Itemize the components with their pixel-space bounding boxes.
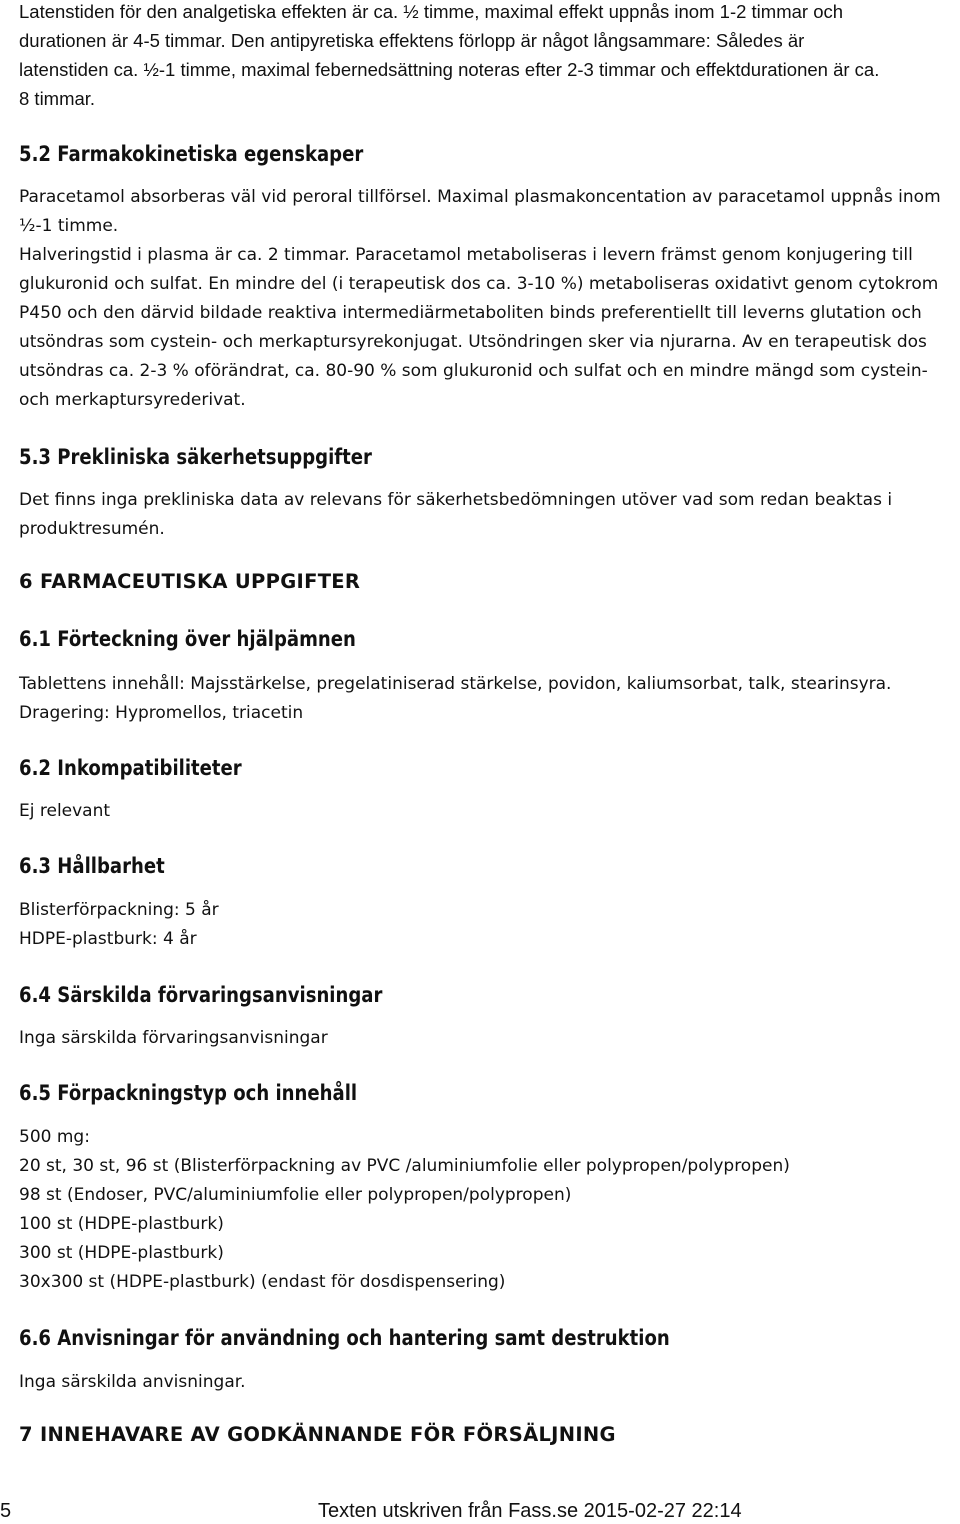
text-line: Latenstiden för den analgetiska effekten är ca. ½ timme, maximal effekt uppnås inom 1-2 timmar och bbox=[19, 1, 844, 22]
section-body-5-3 bbox=[19, 486, 892, 544]
section-heading-6-3: 6.3 Hållbarhet bbox=[19, 854, 165, 878]
text-line: 98 st (Endoser, PVC/aluminiumfolie eller polypropen/polypropen) bbox=[19, 1185, 572, 1205]
intro-paragraph bbox=[19, 0, 879, 113]
chapter-heading-7: 7 INNEHAVARE AV GODKÄNNANDE FÖR FÖRSÄLJNING bbox=[19, 1423, 616, 1446]
footer-print-note: Texten utskriven från Fass.se 2015-02-27 22:14 bbox=[318, 1500, 742, 1522]
text-line: Inga särskilda anvisningar. bbox=[19, 1372, 246, 1392]
text-line: Dragering: Hypromellos, triacetin bbox=[19, 703, 304, 723]
text-line: Blisterförpackning: 5 år bbox=[19, 900, 219, 920]
section-heading-5-3: 5.3 Prekliniska säkerhetsuppgifter bbox=[19, 445, 372, 469]
text-line: Ej relevant bbox=[19, 801, 111, 821]
section-heading-6-2: 6.2 Inkompatibiliteter bbox=[19, 756, 242, 780]
text-line: produktresumén. bbox=[19, 519, 165, 539]
text-line: P450 och den därvid bildade reaktiva intermediärmetaboliten binds preferentiellt till leverns glutation och bbox=[19, 303, 922, 323]
section-body-6-2 bbox=[19, 797, 110, 826]
text-line: 20 st, 30 st, 96 st (Blisterförpackning av PVC /aluminiumfolie eller polypropen/polypropen) bbox=[19, 1156, 790, 1176]
section-heading-6-5: 6.5 Förpackningstyp och innehåll bbox=[19, 1081, 358, 1105]
section-heading-6-4: 6.4 Särskilda förvaringsanvisningar bbox=[19, 983, 383, 1007]
text-line: 500 mg: bbox=[19, 1127, 90, 1147]
text-line: 8 timmar. bbox=[19, 88, 96, 109]
section-body-5-2 bbox=[19, 183, 941, 415]
text-line: HDPE-plastburk: 4 år bbox=[19, 929, 197, 949]
section-body-6-3 bbox=[19, 896, 219, 954]
section-body-6-1 bbox=[19, 670, 891, 728]
text-line: durationen är 4-5 timmar. Den antipyretiska effektens förlopp är något långsammare: Således är bbox=[19, 30, 805, 51]
section-heading-6-6: 6.6 Anvisningar för användning och hantering samt destruktion bbox=[19, 1326, 670, 1350]
section-body-6-5 bbox=[19, 1123, 790, 1297]
text-line: Paracetamol absorberas väl vid peroral tillförsel. Maximal plasmakoncentation av paracetamol uppnås inom bbox=[19, 187, 941, 207]
section-body-6-6 bbox=[19, 1368, 246, 1397]
section-body-6-4 bbox=[19, 1024, 328, 1053]
text-line: latenstiden ca. ½-1 timme, maximal febernedsättning noteras efter 2-3 timmar och effektdurationen är ca. bbox=[19, 59, 880, 80]
text-line: Inga särskilda förvaringsanvisningar bbox=[19, 1028, 328, 1048]
text-line: 300 st (HDPE-plastburk) bbox=[19, 1243, 224, 1263]
section-heading-6-1: 6.1 Förteckning över hjälpämnen bbox=[19, 627, 356, 651]
text-line: Tablettens innehåll: Majsstärkelse, pregelatiniserad stärkelse, povidon, kaliumsorbat, talk, stearinsyra. bbox=[19, 674, 892, 694]
text-line: ½-1 timme. bbox=[19, 216, 119, 236]
page-number: 5 bbox=[0, 1500, 12, 1522]
section-heading-5-2: 5.2 Farmakokinetiska egenskaper bbox=[19, 142, 364, 166]
text-line: 100 st (HDPE-plastburk) bbox=[19, 1214, 224, 1234]
text-line: utsöndras ca. 2-3 % oförändrat, ca. 80-90 % som glukuronid och sulfat och en mindre mängd som cystein- bbox=[19, 361, 928, 381]
text-line: glukuronid och sulfat. En mindre del (i terapeutisk dos ca. 3-10 %) metaboliseras oxidativt genom cytokrom bbox=[19, 274, 939, 294]
chapter-heading-6: 6 FARMACEUTISKA UPPGIFTER bbox=[19, 570, 361, 593]
text-line: 30x300 st (HDPE-plastburk) (endast för dosdispensering) bbox=[19, 1272, 506, 1292]
text-line: Halveringstid i plasma är ca. 2 timmar. Paracetamol metaboliseras i levern främst genom konjugering till bbox=[19, 245, 913, 265]
text-line: och merkaptursyrederivat. bbox=[19, 390, 246, 410]
text-line: Det finns inga prekliniska data av relevans för säkerhetsbedömningen utöver vad som redan beaktas i bbox=[19, 490, 893, 510]
text-line: utsöndras som cystein- och merkaptursyrekonjugat. Utsöndringen sker via njurarna. Av en terapeutisk dos bbox=[19, 332, 927, 352]
